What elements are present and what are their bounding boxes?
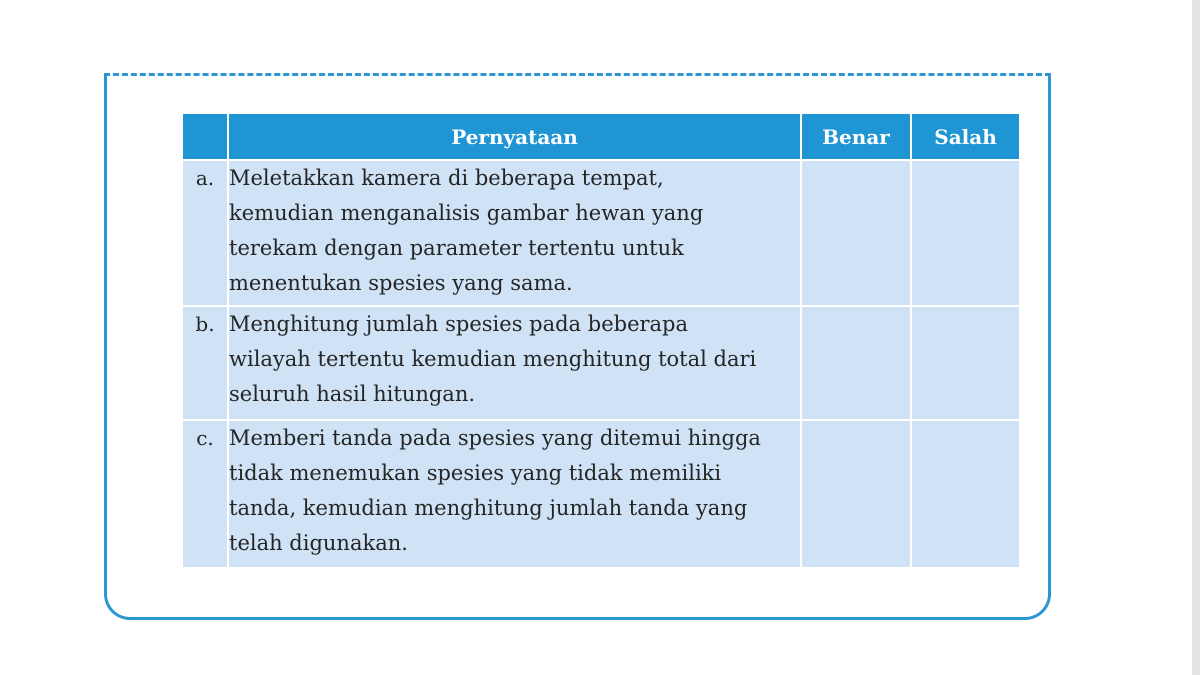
statement-line: Meletakkan kamera di beberapa tempat, (229, 166, 664, 190)
header-number (183, 114, 229, 161)
statement-line: menentukan spesies yang sama. (229, 271, 573, 295)
statement-line: tidak menemukan spesies yang tidak memiliki (229, 461, 722, 485)
header-false: Salah (912, 114, 1019, 161)
benar-cell[interactable] (802, 421, 912, 567)
statement-table (183, 114, 1019, 567)
row-letter: b. (183, 307, 229, 421)
table-row (183, 307, 1019, 421)
statement-line: tanda, kemudian menghitung jumlah tanda yang (229, 496, 748, 520)
statement-line: Menghitung jumlah spesies pada beberapa (229, 312, 689, 336)
statement-line: kemudian menganalisis gambar hewan yang (229, 201, 704, 225)
table-body (183, 161, 1019, 567)
row-statement (229, 161, 802, 307)
salah-cell[interactable] (912, 307, 1019, 421)
table-row (183, 161, 1019, 307)
benar-cell[interactable] (802, 307, 912, 421)
salah-cell[interactable] (912, 161, 1019, 307)
statement-line: Memberi tanda pada spesies yang ditemui hingga (229, 426, 761, 450)
row-statement (229, 307, 802, 421)
row-letter: a. (183, 161, 229, 307)
table-row (183, 421, 1019, 567)
header-true: Benar (802, 114, 912, 161)
table-header (183, 114, 1019, 161)
row-statement (229, 421, 802, 567)
page-edge (1192, 0, 1200, 675)
header-statement: Pernyataan (229, 114, 802, 161)
salah-cell[interactable] (912, 421, 1019, 567)
row-letter: c. (183, 421, 229, 567)
statement-line: wilayah tertentu kemudian menghitung total dari (229, 347, 757, 371)
statement-line: telah digunakan. (229, 531, 408, 555)
header-row (183, 114, 1019, 161)
statement-line: terekam dengan parameter tertentu untuk (229, 236, 684, 260)
benar-cell[interactable] (802, 161, 912, 307)
statement-line: seluruh hasil hitungan. (229, 382, 476, 406)
